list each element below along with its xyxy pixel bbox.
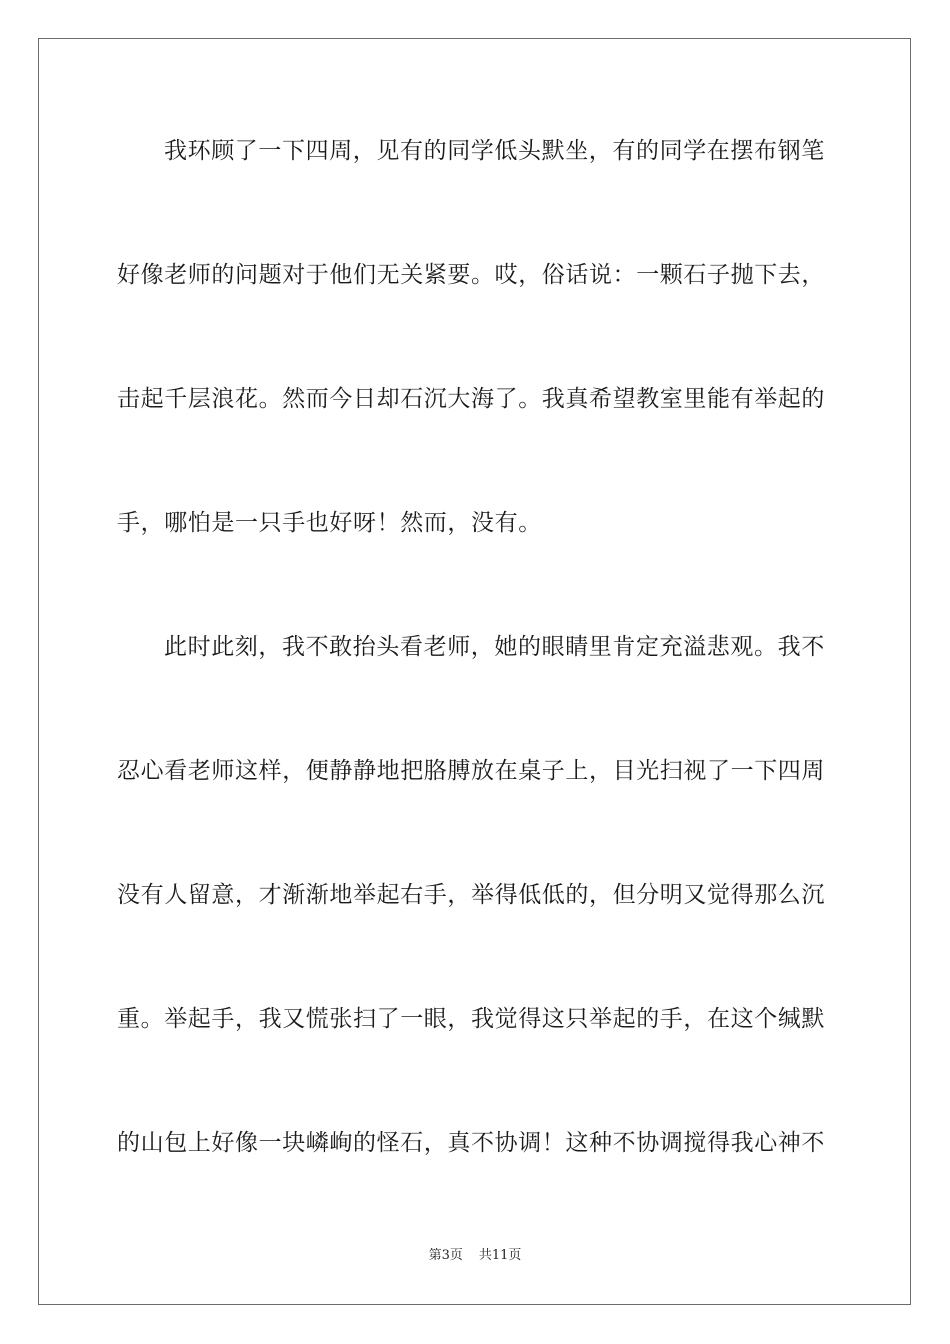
total-page-count: 共11页 (478, 1248, 522, 1263)
paragraph-line-7: 没有人留意，才渐渐地举起右手，举得低低的，但分明又觉得那么沉 (117, 882, 825, 908)
paragraph-line-2: 好像老师的问题对于他们无关紧要。哎，俗话说：一颗石子抛下去， (117, 262, 825, 288)
paragraph-line-1: 我环顾了一下四周，见有的同学低头默坐，有的同学在摆布钢笔 (164, 138, 825, 164)
paragraph-line-4: 手，哪怕是一只手也好呀！然而，没有。 (117, 510, 542, 536)
paragraph-line-9: 的山包上好像一块嶙峋的怪石，真不协调！这种不协调搅得我心神不 (117, 1130, 825, 1156)
paragraph-line-8: 重。举起手，我又慌张扫了一眼，我觉得这只举起的手，在这个缄默 (117, 1006, 825, 1032)
page-footer (0, 1246, 950, 1266)
page-border (38, 38, 911, 1305)
paragraph-line-3: 击起千层浪花。然而今日却石沉大海了。我真希望教室里能有举起的 (117, 386, 825, 412)
paragraph-line-6: 忍心看老师这样，便静静地把胳膊放在桌子上，目光扫视了一下四周 (117, 758, 825, 784)
paragraph-line-5: 此时此刻，我不敢抬头看老师，她的眼睛里肯定充溢悲观。我不 (164, 634, 825, 660)
current-page-number: 第3页 (428, 1248, 463, 1263)
